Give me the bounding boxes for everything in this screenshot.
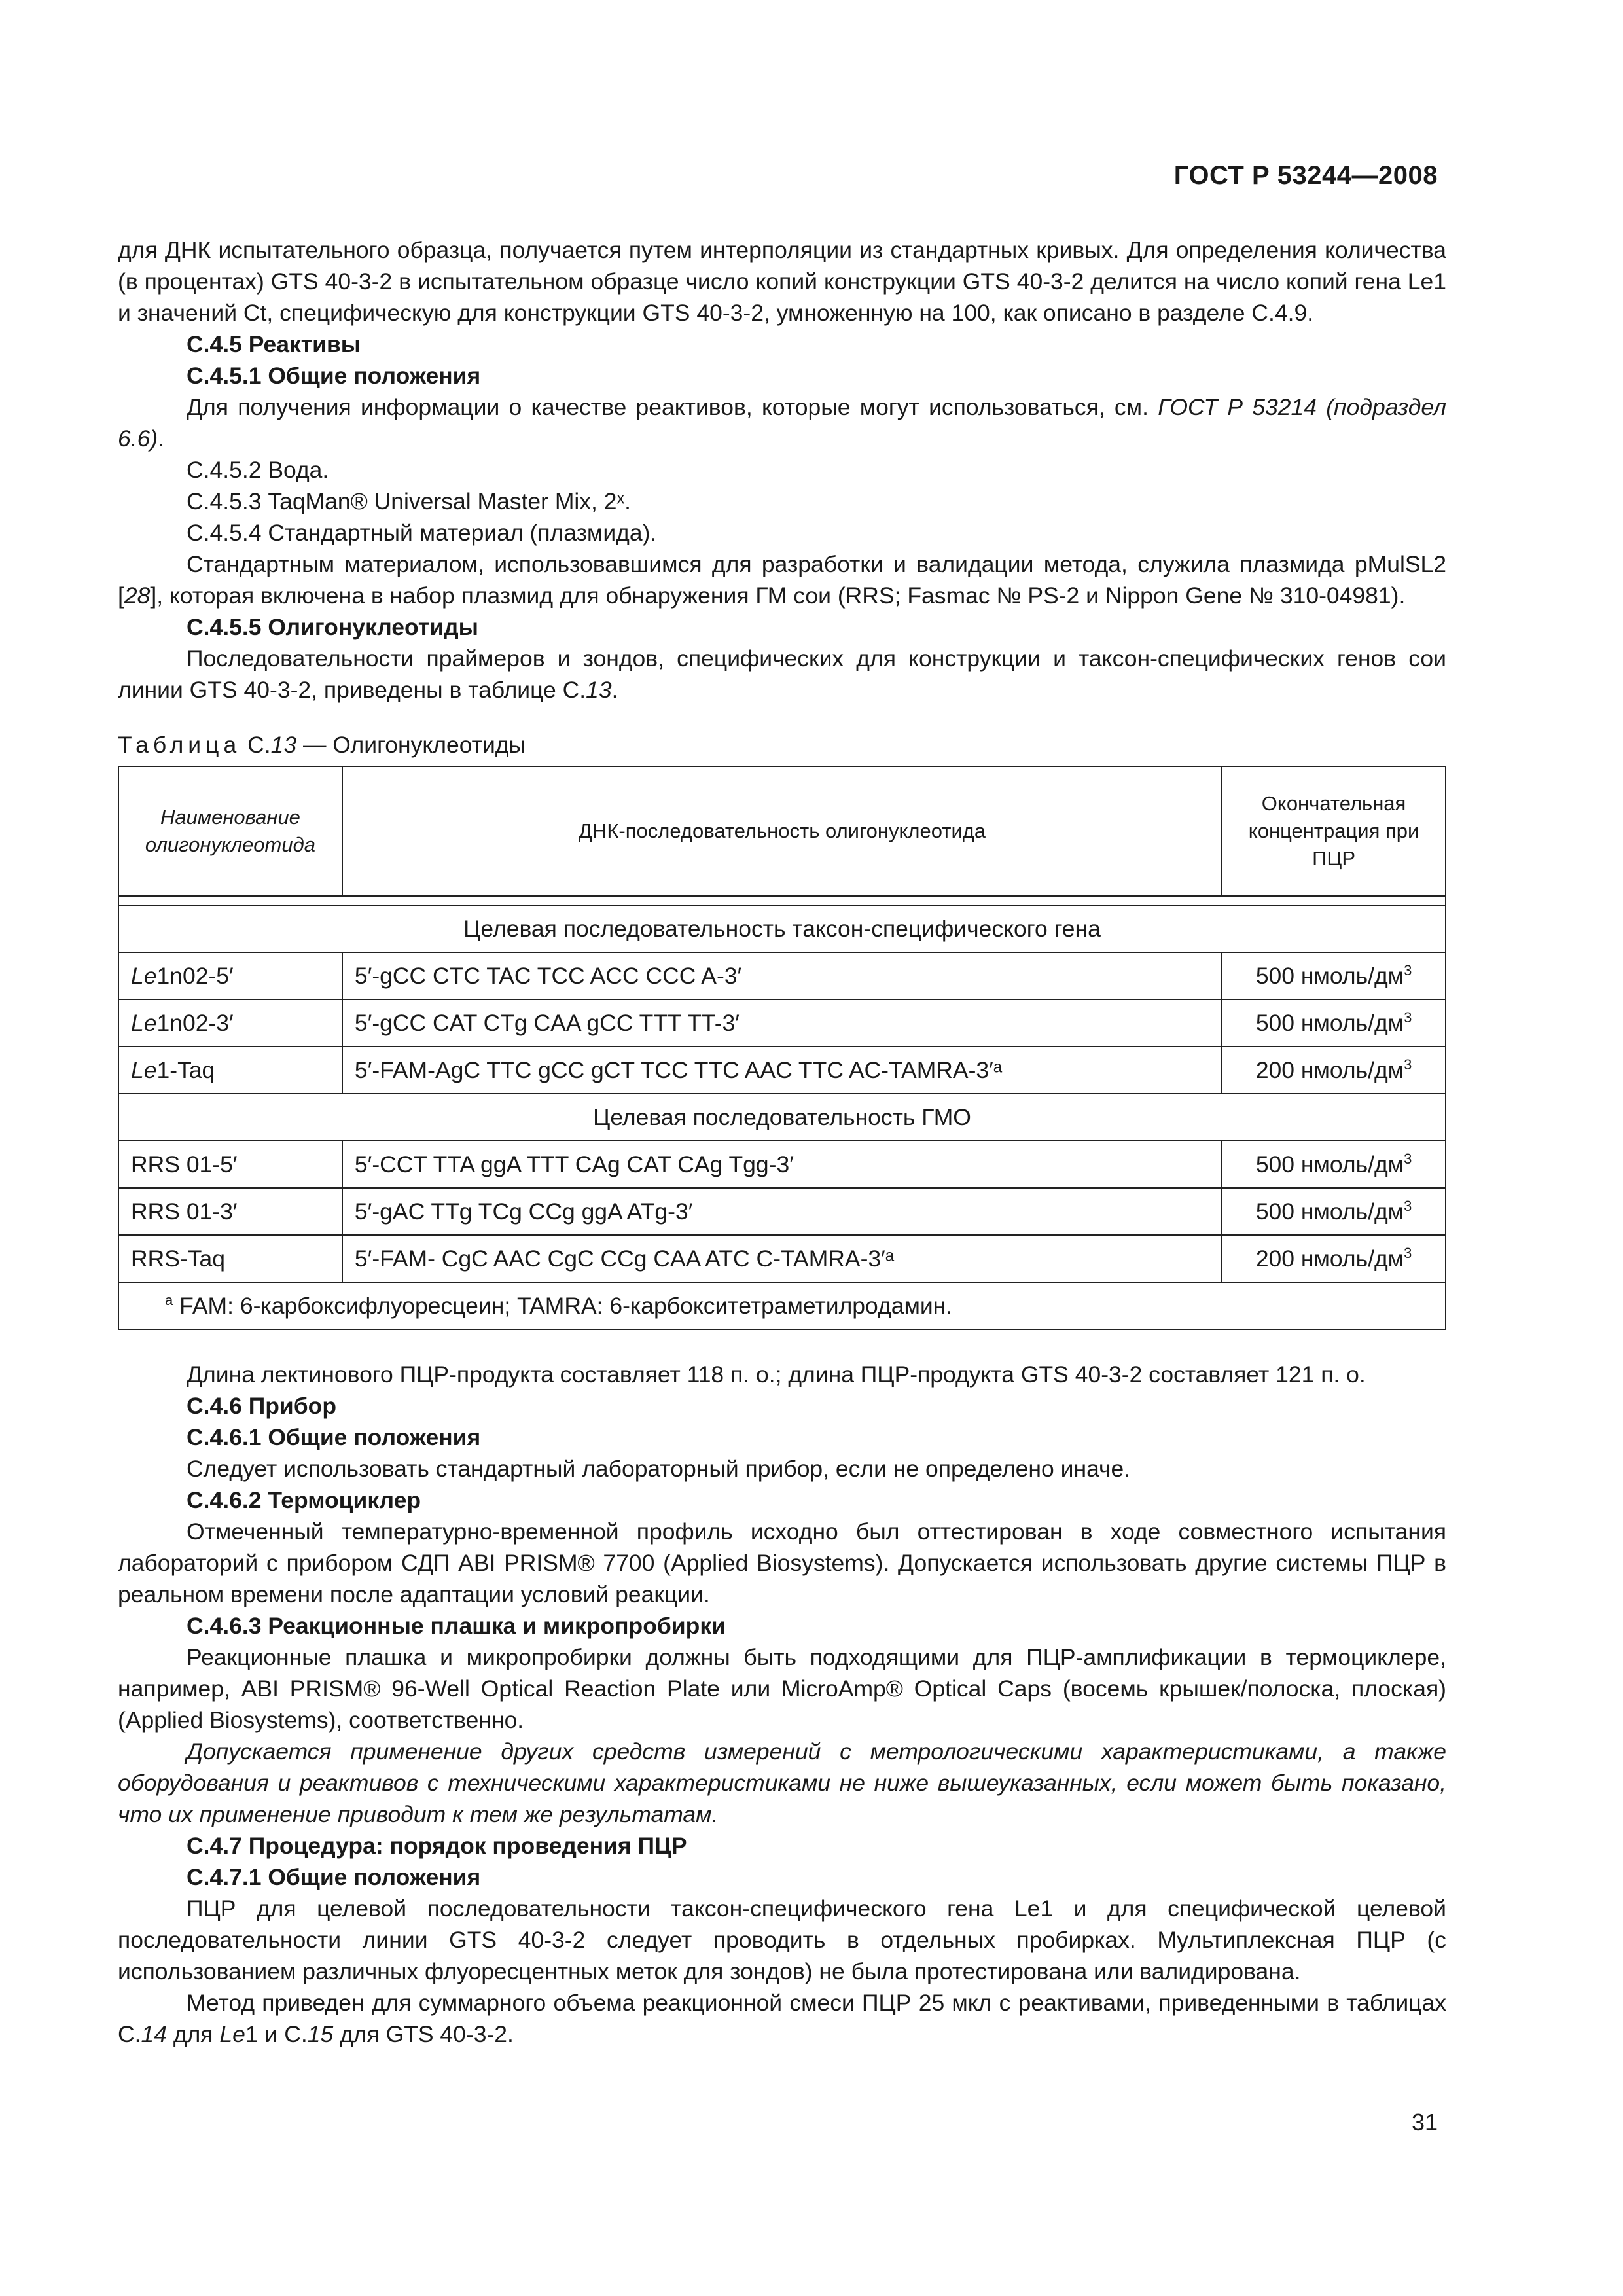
table-spacer bbox=[118, 896, 1446, 905]
oligo-concentration bbox=[1222, 1047, 1446, 1094]
paragraph-product-length: Длина лектинового ПЦР-продукта составляет 118 п. о.; длина ПЦР-продукта GTS 40-3-2 составляет 121 п. о. bbox=[187, 1361, 1366, 1388]
heading-c47: С.4.7 Процедура: порядок проведения ПЦР bbox=[187, 1833, 687, 1859]
caption-number: 13 bbox=[270, 732, 297, 758]
oligo-sequence: 5′-FAM-AgC TTC gCC gCT TCC TTC AAC TTC AC-TAMRA-3′ᵃ bbox=[342, 1047, 1222, 1094]
oligo-sequence: 5′-FAM- CgC AAC CgC CCg CAA ATC C-TAMRA-3′ᵃ bbox=[342, 1235, 1222, 1282]
oligo-name: RRS-Taq bbox=[118, 1235, 342, 1282]
oligo-concentration bbox=[1222, 1141, 1446, 1188]
table-row bbox=[118, 952, 1446, 999]
text: Последовательности праймеров и зондов, специфических для конструкции и таксон-специфических генов сои линии GTS 40-3-2, приведены в таблице С. bbox=[118, 645, 1446, 703]
section-taxon-specific: Целевая последовательность таксон-специфического гена bbox=[118, 905, 1446, 952]
footnote-text: FAM: 6-карбоксифлуоресцеин; TAMRA: 6-карбокситетраметилродамин. bbox=[179, 1293, 953, 1319]
table-ref: 14 bbox=[141, 2021, 167, 2047]
heading-c46: С.4.6 Прибор bbox=[187, 1393, 337, 1419]
oligo-name: RRS 01-3′ bbox=[118, 1188, 342, 1235]
oligo-suffix: 1n02-3′ bbox=[156, 1010, 234, 1036]
text: ], которая включена в набор плазмид для обнаружения ГМ сои (RRS; Fasmac № PS-2 и Nippon Gene № 310-04981). bbox=[150, 583, 1406, 609]
table-row bbox=[118, 999, 1446, 1047]
heading-c45: С.4.5 Реактивы bbox=[187, 331, 361, 357]
oligo-concentration bbox=[1222, 1188, 1446, 1235]
col-header-sequence: ДНК-последовательность олигонуклеотида bbox=[342, 766, 1222, 896]
table-section-row bbox=[118, 905, 1446, 952]
paragraph-c461: Следует использовать стандартный лабораторный прибор, если не определено иначе. bbox=[187, 1456, 1131, 1482]
gene-ref: Le bbox=[219, 2021, 245, 2047]
paragraph-equivalent-means: Допускается применение других средств измерений с метрологическими характеристиками, а также оборудования и реактивов с техническими характеристиками не ниже вышеуказанных, если может быть показано, что их применение приводит к тем же результатам. bbox=[118, 1738, 1446, 1827]
text: . bbox=[158, 425, 165, 452]
paragraph-c463: Реакционные плашка и микропробирки должны быть подходящими для ПЦР-амплификации в термоциклере, например, ABI PRISM® 96-Well Optical Reaction Plate или MicroAmp® Optical Caps (восемь крышек/полоска, плоская) (Applied Biosystems), соответственно. bbox=[118, 1644, 1446, 1733]
oligo-sequence: 5′-gAC TTg TCg CCg ggA ATg-3′ bbox=[342, 1188, 1222, 1235]
table-footnote-row bbox=[118, 1282, 1446, 1329]
conc-value: 500 нмоль/дм bbox=[1255, 1010, 1404, 1036]
caption-word: Таблица bbox=[118, 732, 241, 758]
page-number: 31 bbox=[1411, 2109, 1438, 2136]
paragraph-standard-material bbox=[118, 548, 1446, 611]
section-gmo: Целевая последовательность ГМО bbox=[118, 1094, 1446, 1141]
conc-value: 500 нмоль/дм bbox=[1255, 1198, 1404, 1225]
table-row bbox=[118, 1235, 1446, 1282]
oligo-name bbox=[118, 999, 342, 1047]
text: . bbox=[611, 677, 618, 703]
paragraph-method bbox=[118, 1987, 1446, 2050]
conc-exponent: 3 bbox=[1404, 1151, 1412, 1168]
footnote-mark: a bbox=[165, 1292, 173, 1309]
oligo-sequence: 5′-gCC CTC TAC TCC ACC CCC A-3′ bbox=[342, 952, 1222, 999]
oligo-name: RRS 01-5′ bbox=[118, 1141, 342, 1188]
item-c452: С.4.5.2 Вода. bbox=[187, 457, 329, 483]
text: 1 и С. bbox=[245, 2021, 308, 2047]
oligo-suffix: 1-Taq bbox=[156, 1057, 215, 1083]
conc-value: 500 нмоль/дм bbox=[1255, 963, 1404, 989]
text: для GTS 40-3-2. bbox=[333, 2021, 514, 2047]
conc-exponent: 3 bbox=[1404, 1245, 1412, 1262]
gene-prefix: Le bbox=[131, 1010, 157, 1036]
oligo-concentration bbox=[1222, 1235, 1446, 1282]
heading-c471: С.4.7.1 Общие положения bbox=[187, 1864, 481, 1890]
table-section-row bbox=[118, 1094, 1446, 1141]
text: Метод приведен для суммарного объема реакционной смеси ПЦР 25 мкл с реактивами, приведенными в таблицах С. bbox=[118, 1990, 1446, 2047]
table-footnote bbox=[118, 1282, 1446, 1329]
conc-exponent: 3 bbox=[1404, 1009, 1412, 1026]
table-caption bbox=[118, 729, 1446, 761]
col-header-concentration: Окончательная концентрация при ПЦР bbox=[1222, 766, 1446, 896]
paragraph-intro: для ДНК испытательного образца, получается путем интерполяции из стандартных кривых. Для определения количества (в процентах) GTS 40-3-2 в испытательном образце число копий конструкции GTS 40-3-2 делится на число копий гена Le1 и значений Ct, специфическую для конструкции GTS 40-3-2, умноженную на 100, как описано в разделе С.4.9. bbox=[118, 237, 1446, 326]
text: для bbox=[167, 2021, 220, 2047]
bibliography-ref: 28 bbox=[124, 583, 151, 609]
table-row bbox=[118, 1141, 1446, 1188]
table-row bbox=[118, 1188, 1446, 1235]
oligo-suffix: 1n02-5′ bbox=[156, 963, 234, 989]
text: Для получения информации о качестве реактивов, которые могут использоваться, см. bbox=[187, 394, 1158, 420]
conc-exponent: 3 bbox=[1404, 1198, 1412, 1215]
conc-value: 200 нмоль/дм bbox=[1255, 1246, 1404, 1272]
item-c453: С.4.5.3 TaqMan® Universal Master Mix, 2ˣ. bbox=[187, 488, 632, 514]
table-header-row bbox=[118, 766, 1446, 896]
item-c454: С.4.5.4 Стандартный материал (плазмида). bbox=[187, 520, 657, 546]
paragraph-c471: ПЦР для целевой последовательности таксон-специфического гена Le1 и для специфической целевой последовательности линии GTS 40-3-2 следует проводить в отдельных пробирках. Мультиплексная ПЦР (с использованием различных флуоресцентных меток для зондов) не была протестирована или валидирована. bbox=[118, 1895, 1446, 1984]
conc-value: 500 нмоль/дм bbox=[1255, 1151, 1404, 1177]
oligo-name bbox=[118, 952, 342, 999]
conc-value: 200 нмоль/дм bbox=[1255, 1057, 1404, 1083]
oligo-concentration bbox=[1222, 952, 1446, 999]
caption-title: — Олигонуклеотиды bbox=[296, 732, 526, 758]
document-header: ГОСТ Р 53244—2008 bbox=[1173, 161, 1438, 190]
paragraph-c451 bbox=[118, 391, 1446, 454]
oligo-sequence: 5′-CCT TTA ggA TTT CAg CAT CAg Tgg-3′ bbox=[342, 1141, 1222, 1188]
conc-exponent: 3 bbox=[1404, 962, 1412, 979]
oligo-sequence: 5′-gCC CAT CTg CAA gCC TTT TT-3′ bbox=[342, 999, 1222, 1047]
col-header-name: Наименование олигонуклеотида bbox=[118, 766, 342, 896]
heading-c463: С.4.6.3 Реакционные плашка и микропробирки bbox=[187, 1613, 726, 1639]
table-row bbox=[118, 1047, 1446, 1094]
gene-prefix: Le bbox=[131, 1057, 157, 1083]
main-content bbox=[118, 234, 1446, 2050]
paragraph-oligo bbox=[118, 643, 1446, 706]
caption-prefix: С. bbox=[241, 732, 271, 758]
conc-exponent: 3 bbox=[1404, 1056, 1412, 1073]
table-ref: 15 bbox=[307, 2021, 334, 2047]
heading-c455: С.4.5.5 Олигонуклеотиды bbox=[187, 614, 478, 640]
heading-c461: С.4.6.1 Общие положения bbox=[187, 1424, 481, 1450]
oligo-concentration bbox=[1222, 999, 1446, 1047]
heading-c451: С.4.5.1 Общие положения bbox=[187, 363, 481, 389]
oligonucleotides-table bbox=[118, 766, 1446, 1330]
text: Стандартным материалом, использовавшимся для разработки и валидации метода, служила плазмида pMulSL2 [ bbox=[118, 551, 1446, 609]
standard-reference: ГОСТ Р 53214 (подраздел 6.6) bbox=[118, 394, 1446, 452]
oligo-name bbox=[118, 1047, 342, 1094]
gene-prefix: Le bbox=[131, 963, 157, 989]
heading-c462: С.4.6.2 Термоциклер bbox=[187, 1487, 421, 1513]
table-ref: 13 bbox=[586, 677, 612, 703]
paragraph-c462: Отмеченный температурно-временной профиль исходно был оттестирован в ходе совместного испытания лабораторий с прибором СДП ABI PRISM® 7700 (Applied Biosystems). Допускается использовать другие системы ПЦР в реальном времени после адаптации условий реакции. bbox=[118, 1518, 1446, 1607]
